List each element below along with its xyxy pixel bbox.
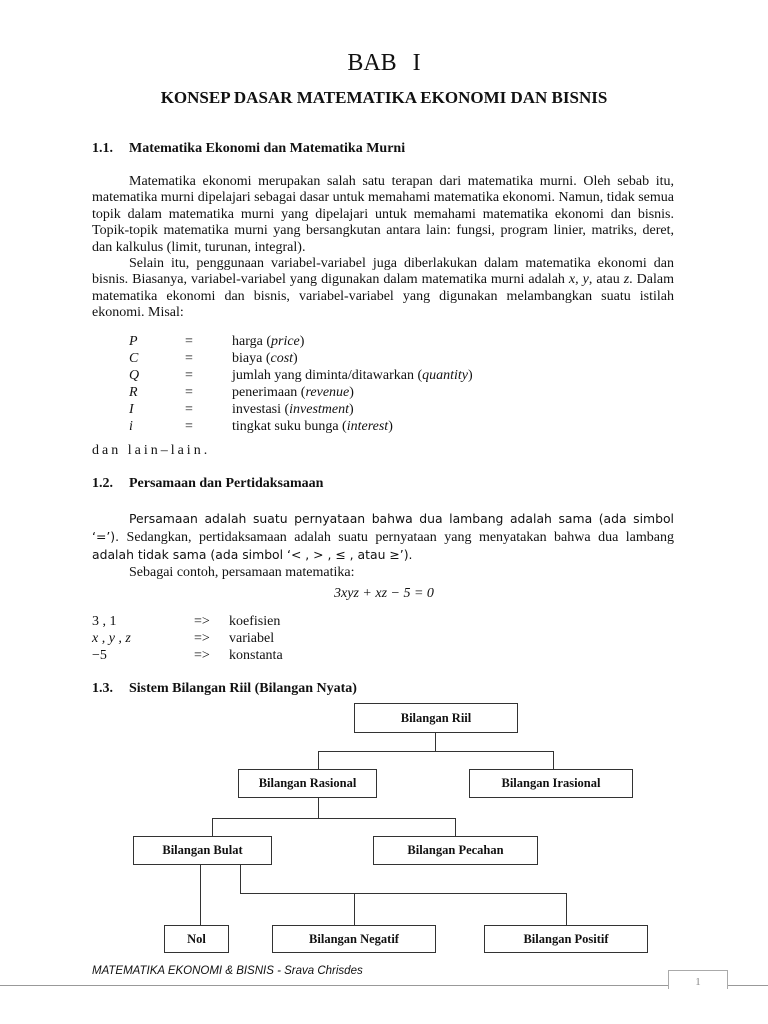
section-title: Persamaan dan Pertidaksamaan [129,476,324,491]
term: interest [346,419,389,434]
variable: y [582,272,589,288]
text-run: . Dalam matematika ekonomi dan bisnis, variabel-variabel yang digunakan melambangkan suatu istilah ekonomi. Misal: [92,272,674,321]
text-run: , [575,272,583,288]
node-bilangan-positif: Bilangan Positif [484,925,648,953]
connector [318,751,553,752]
definition-row [129,350,473,367]
chapter-label: BAB I [347,50,421,76]
term: quantity [422,368,469,383]
legend-row [92,613,283,630]
chapter-title: KONSEP DASAR MATEMATIKA EKONOMI DAN BISNIS [160,88,608,107]
equals: = [185,419,193,434]
legend-arrow: => [194,614,210,629]
section-1-2-body [92,510,674,581]
footer-rule [0,985,768,986]
text-run: Sedangkan, pertidaksamaan adalah suatu pernyataan yang menyatakan bahwa dua lambang [119,530,674,545]
term: cost [270,351,294,366]
connector [240,893,566,894]
section-heading-1-3 [92,681,357,697]
symbol: C [129,351,139,366]
node-bilangan-negatif: Bilangan Negatif [272,925,436,953]
definition-row [129,418,473,435]
legend-term: x , y , z [92,631,131,646]
node-bilangan-pecahan: Bilangan Pecahan [373,836,538,865]
variable: z [623,272,630,288]
paren: ) [299,334,305,349]
paren: ) [349,402,354,417]
connector [212,818,213,836]
node-bilangan-bulat: Bilangan Bulat [133,836,272,865]
symbol-definitions [129,333,473,435]
text-run: Persamaan adalah suatu pernyataan bahwa dua lambang adalah sama (ada simbol ‘=’). [92,511,674,544]
section-number: 1.3. [92,681,113,696]
node-bilangan-riil: Bilangan Riil [354,703,518,733]
equation-legend [92,613,283,664]
symbol: I [129,402,134,417]
legend-arrow: => [194,648,210,663]
definition: penerimaan ( [232,385,306,400]
paragraph [92,256,674,322]
definition: biaya ( [232,351,271,366]
section-number: 1.2. [92,476,113,491]
connector [435,733,436,751]
definition-row [129,384,473,401]
connector [318,798,319,818]
legend-term: 3 , 1 [92,614,117,629]
paragraph: Matematika ekonomi merupakan salah satu terapan dari matematika murni. Oleh sebab itu, matematika murni dipelajari sebagai dasar untuk memahami matematika ekonomi. Namun, tidak semua topik dalam matematika murni yang dipelajari untuk memahami matematika ekonomi dan bisnis. Topik-topik matematika murni yang bersangkutan antara lain: fungsi, program linier, matriks, deret, dan kalkulus (limit, turunan, integral). [92,174,674,255]
legend-meaning: konstanta [229,648,283,663]
definition: harga ( [232,334,271,349]
symbol: Q [129,368,140,383]
connector [200,865,201,925]
term: investment [289,402,350,417]
term: price [271,334,300,349]
equals: = [185,385,193,400]
section-title: Matematika Ekonomi dan Matematika Murni [129,141,406,156]
symbol: i [129,419,133,434]
text-run: adalah tidak sama (ada simbol ‘< , > , ≤ , atau ≥’). [92,547,413,562]
text-run: , atau [588,272,624,288]
definition: tingkat suku bunga ( [232,419,347,434]
section-1-1-body [92,174,674,322]
connector [566,893,567,925]
connector [240,865,241,894]
paren: ) [349,385,354,400]
section-number: 1.1. [92,141,113,156]
connector [212,818,455,819]
legend-meaning: variabel [229,631,275,646]
paren: ) [388,419,393,434]
paragraph [92,510,674,564]
node-nol: Nol [164,925,229,953]
paren: ) [468,368,473,383]
definition-row [129,401,473,418]
text-run: Selain itu, penggunaan variabel-variabel juga diberlakukan dalam matematika ekonomi dan bisnis. Biasanya, variabel-variabel yang digunakan dalam matematika murni adalah [92,256,674,288]
equation: 3xyz + xz − 5 = 0 [334,586,434,601]
symbol: P [129,334,138,349]
legend-meaning: koefisien [229,614,281,629]
section-heading-1-2 [92,476,323,492]
paragraph: Sebagai contoh, persamaan matematika: [129,565,355,580]
legend-row [92,630,283,647]
symbol: R [129,385,138,400]
definition: investasi ( [232,402,290,417]
variable: x [568,272,576,288]
term: revenue [305,385,350,400]
connector [553,751,554,769]
legend-arrow: => [194,631,210,646]
equals: = [185,334,193,349]
equals: = [185,351,193,366]
equals: = [185,402,193,417]
connector [318,751,319,769]
section-title: Sistem Bilangan Riil (Bilangan Nyata) [129,681,357,696]
definition-row [129,367,473,384]
legend-term: −5 [92,648,107,663]
etc-text: dan lain–lain. [92,443,211,458]
equals: = [185,368,193,383]
node-bilangan-rasional: Bilangan Rasional [238,769,377,798]
definition-row [129,333,473,350]
definition: jumlah yang diminta/ditawarkan ( [232,368,423,383]
section-heading-1-1 [92,141,405,157]
connector [354,893,355,925]
node-bilangan-irasional: Bilangan Irasional [469,769,633,798]
paren: ) [293,351,298,366]
page-footer: MATEMATIKA EKONOMI & BISNIS - Srava Chrisdes [92,965,363,977]
connector [455,818,456,836]
legend-row [92,647,283,664]
page-number: 1 [668,970,728,989]
